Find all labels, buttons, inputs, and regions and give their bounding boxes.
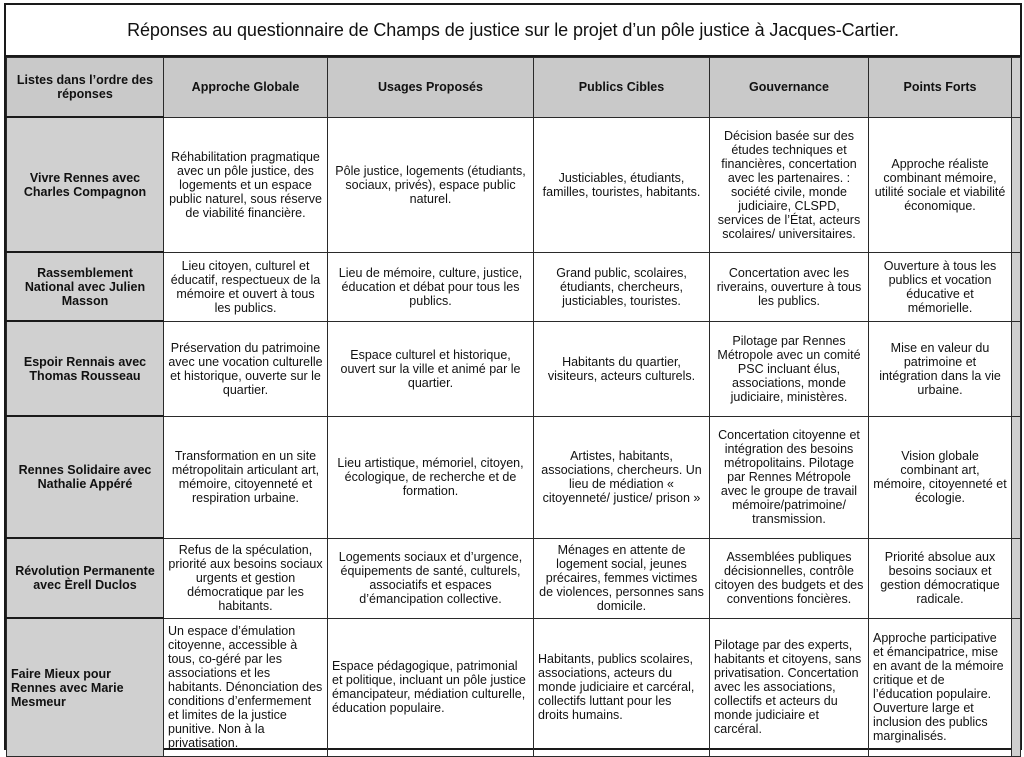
cell-usages: Pôle justice, logements (étudiants, sociaux, privés), espace public naturel. bbox=[328, 117, 534, 252]
cell-publics: Ménages en attente de logement social, jeunes précaires, femmes victimes de violences, personnes sans domicile. bbox=[534, 538, 710, 618]
responses-table bbox=[6, 57, 1021, 757]
row-spacer bbox=[1012, 117, 1021, 252]
cell-publics: Justiciables, étudiants, familles, touristes, habitants. bbox=[534, 117, 710, 252]
table-row bbox=[7, 117, 1021, 252]
row-list-name: Rennes Solidaire avec Nathalie Appéré bbox=[7, 416, 164, 538]
cell-gouvernance: Concertation citoyenne et intégration des besoins métropolitains. Pilotage par Rennes Métropole avec le groupe de travail mémoire/patrimoine/ transmission. bbox=[710, 416, 869, 538]
cell-points: Priorité absolue aux besoins sociaux et gestion démocratique radicale. bbox=[869, 538, 1012, 618]
cell-gouvernance: Décision basée sur des études techniques et financières, concertation avec les partenaires. : société civile, monde judiciaire, CLSPD, services de l’État, acteurs scolaires/ universitaires. bbox=[710, 117, 869, 252]
cell-approche: Réhabilitation pragmatique avec un pôle justice, des logements et un espace public naturel, sous réserve de viabilité financière. bbox=[164, 117, 328, 252]
header-lists: Listes dans l’ordre des réponses bbox=[7, 58, 164, 118]
row-spacer bbox=[1012, 618, 1021, 757]
cell-usages: Lieu artistique, mémoriel, citoyen, écologique, de recherche et de formation. bbox=[328, 416, 534, 538]
cell-points: Vision globale combinant art, mémoire, citoyenneté et écologie. bbox=[869, 416, 1012, 538]
header-publics: Publics Cibles bbox=[534, 58, 710, 118]
cell-gouvernance: Pilotage par des experts, habitants et citoyens, sans privatisation. Concertation avec les associations, collectifs et acteurs du monde judiciaire et carcéral. bbox=[710, 618, 869, 757]
document-frame bbox=[4, 3, 1022, 750]
row-spacer bbox=[1012, 321, 1021, 416]
cell-approche: Transformation en un site métropolitain articulant art, mémoire, citoyenneté et respiration urbaine. bbox=[164, 416, 328, 538]
cell-usages: Logements sociaux et d’urgence, équipements de santé, culturels, associatifs et espaces d’émancipation collective. bbox=[328, 538, 534, 618]
cell-points: Mise en valeur du patrimoine et intégration dans la vie urbaine. bbox=[869, 321, 1012, 416]
cell-gouvernance: Assemblées publiques décisionnelles, contrôle citoyen des budgets et des conventions foncières. bbox=[710, 538, 869, 618]
table-row bbox=[7, 538, 1021, 618]
cell-approche: Un espace d’émulation citoyenne, accessible à tous, co-géré par les associations et les habitants. Dénonciation des conditions d’enfermement et limites de la justice punitive. Non à la privatisation. bbox=[164, 618, 328, 757]
table-row bbox=[7, 321, 1021, 416]
cell-points: Approche réaliste combinant mémoire, utilité sociale et viabilité économique. bbox=[869, 117, 1012, 252]
row-list-name: Faire Mieux pour Rennes avec Marie Mesmeur bbox=[7, 618, 164, 757]
cell-approche: Lieu citoyen, culturel et éducatif, respectueux de la mémoire et ouvert à tous les publics. bbox=[164, 252, 328, 321]
row-list-name: Rassemblement National avec Julien Masson bbox=[7, 252, 164, 321]
cell-usages: Lieu de mémoire, culture, justice, éducation et débat pour tous les publics. bbox=[328, 252, 534, 321]
cell-usages: Espace pédagogique, patrimonial et politique, incluant un pôle justice émancipateur, médiation culturelle, éducation populaire. bbox=[328, 618, 534, 757]
header-points: Points Forts bbox=[869, 58, 1012, 118]
header-approche: Approche Globale bbox=[164, 58, 328, 118]
cell-publics: Grand public, scolaires, étudiants, chercheurs, justiciables, touristes. bbox=[534, 252, 710, 321]
row-spacer bbox=[1012, 416, 1021, 538]
cell-points: Ouverture à tous les publics et vocation éducative et mémorielle. bbox=[869, 252, 1012, 321]
header-gouvernance: Gouvernance bbox=[710, 58, 869, 118]
table-row bbox=[7, 618, 1021, 757]
cell-approche: Refus de la spéculation, priorité aux besoins sociaux urgents et gestion démocratique par les habitants. bbox=[164, 538, 328, 618]
cell-publics: Habitants, publics scolaires, associations, acteurs du monde judiciaire et carcéral, collectifs luttant pour les droits humains. bbox=[534, 618, 710, 757]
row-spacer bbox=[1012, 252, 1021, 321]
cell-usages: Espace culturel et historique, ouvert sur la ville et animé par le quartier. bbox=[328, 321, 534, 416]
row-list-name: Espoir Rennais avec Thomas Rousseau bbox=[7, 321, 164, 416]
cell-gouvernance: Pilotage par Rennes Métropole avec un comité PSC incluant élus, associations, monde judiciaire, ministères. bbox=[710, 321, 869, 416]
header-spacer bbox=[1012, 58, 1021, 118]
row-list-name: Révolution Permanente avec Èrell Duclos bbox=[7, 538, 164, 618]
cell-publics: Habitants du quartier, visiteurs, acteurs culturels. bbox=[534, 321, 710, 416]
cell-publics: Artistes, habitants, associations, chercheurs. Un lieu de médiation « citoyenneté/ justice/ prison » bbox=[534, 416, 710, 538]
header-row bbox=[7, 58, 1021, 118]
table-row bbox=[7, 416, 1021, 538]
cell-gouvernance: Concertation avec les riverains, ouverture à tous les publics. bbox=[710, 252, 869, 321]
row-list-name: Vivre Rennes avec Charles Compagnon bbox=[7, 117, 164, 252]
table-row bbox=[7, 252, 1021, 321]
cell-approche: Préservation du patrimoine avec une vocation culturelle et historique, ouverte sur le quartier. bbox=[164, 321, 328, 416]
header-usages: Usages Proposés bbox=[328, 58, 534, 118]
cell-points: Approche participative et émancipatrice, mise en avant de la mémoire critique et de l’éducation populaire. Ouverture large et inclusion des publics marginalisés. bbox=[869, 618, 1012, 757]
document-title: Réponses au questionnaire de Champs de justice sur le projet d’un pôle justice à Jacques-Cartier. bbox=[6, 5, 1020, 57]
row-spacer bbox=[1012, 538, 1021, 618]
